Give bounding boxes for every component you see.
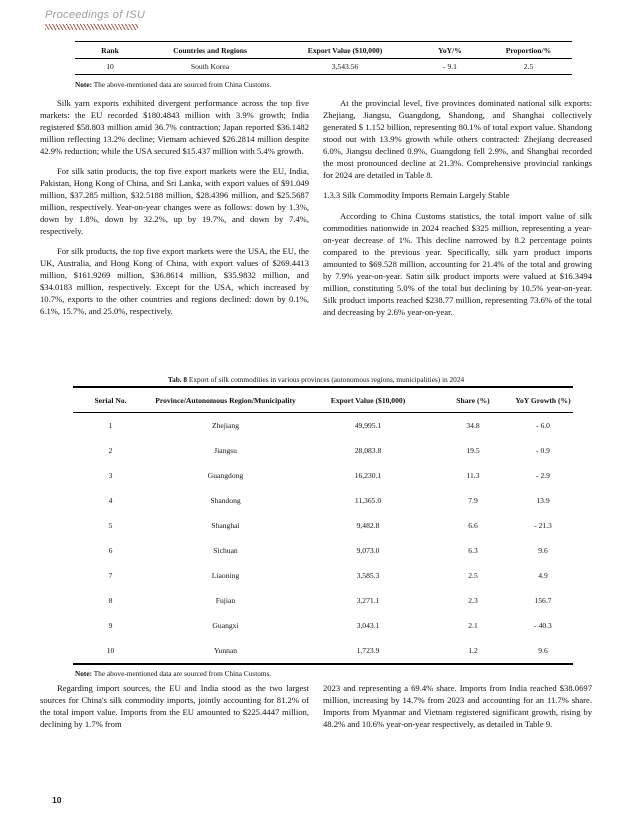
table-cell: 3,043.1: [356, 621, 380, 630]
table-cell: 6.6: [468, 521, 478, 530]
column-header-export-value: Export Value ($10,000): [307, 45, 383, 55]
table-cell: 7.9: [468, 496, 478, 505]
table-row: [75, 59, 572, 75]
table-cell: - 0.9: [536, 446, 550, 455]
right-text-column: [323, 97, 592, 373]
table-cell: 9,482.8: [356, 521, 380, 530]
table-cell: 1.2: [468, 646, 478, 655]
table-cell: 6.3: [468, 546, 478, 555]
table-note: [75, 669, 271, 678]
table-row: [73, 488, 573, 513]
table-cell: 11.3: [466, 471, 480, 480]
table-cell: 3: [108, 471, 113, 480]
export-markets-table: [75, 41, 572, 75]
table-cell: Shandong: [210, 496, 241, 505]
table-cell: 156.7: [534, 596, 552, 605]
right-text-column: [323, 682, 592, 738]
note-label: Note:: [75, 669, 93, 678]
table-cell: - 21.3: [534, 521, 552, 530]
table-cell: 2.3: [468, 596, 478, 605]
table-cell: 2.1: [468, 621, 478, 630]
table8-caption-text: Export of silk commodities in various provinces (autonomous regions, municipalities) in 2024: [187, 375, 465, 384]
table-cell: 5: [108, 521, 113, 530]
column-header-serial-no: Serial No.: [94, 395, 127, 405]
table-cell: 28,083.8: [354, 446, 382, 455]
table-row: [73, 638, 573, 664]
column-header-rank: Rank: [101, 45, 119, 55]
table8-caption: [40, 375, 592, 384]
table-row: [73, 613, 573, 638]
table-cell: 8: [108, 596, 113, 605]
table-cell: 34.8: [466, 421, 480, 430]
table-row: [73, 413, 573, 439]
table-cell: 3,543.56: [331, 62, 359, 71]
column-header-share: Share (%): [456, 395, 490, 405]
paragraph-import-sources-right: 2023 and representing a 69.4% share. Imports from India reached $38.0697 million, increasing by 14.7% from 2023 and accounting for an 11.7% share. Imports from Myanmar and Vietnam registered significant growth, rising by 48.2% and 10.6% year-on-year respectively, as detailed in Table 9.: [323, 683, 592, 729]
note-text: The above-mentioned data are sourced from China Customs.: [92, 669, 272, 678]
note-label: Note:: [75, 80, 93, 89]
table-header-row: [73, 387, 573, 413]
table-row: [73, 513, 573, 538]
body-text-columns: [40, 97, 592, 373]
left-text-column: [40, 97, 309, 373]
table-cell: 1: [108, 421, 113, 430]
paragraph-silk-satin-products: For silk satin products, the top five export markets were the EU, India, Pakistan, Hong Kong of China, and Sri Lanka, with export values of $91.049 million, $37.285 million, $32.5188 million, $28.4396 million, and $25.5687 million, respectively. Year-on-year changes were as follows: down by 1.3%, down by 1.8%, down by 32.2%, up by 19.7%, and down by 7.4%, respectively.: [40, 166, 309, 236]
table-cell: Zhejiang: [212, 421, 239, 430]
provinces-export-table: [73, 386, 573, 665]
column-header-export-value: Export Value ($10,000): [330, 395, 406, 405]
paragraph-silk-yarn-exports: Silk yarn exports exhibited divergent performance across the top five markets: the EU recorded $180.4843 million with 3.9% growth; India registered $58.803 million amid 36.7% contraction; Japan reported $36.1482 million reflecting 13.2% decline; Vietnam achieved $26.2814 million despite 42.9% reduction; while the USA secured $15.437 million with 5.4% growth.: [40, 98, 309, 156]
table-cell: 13.9: [536, 496, 550, 505]
table-cell: 9.6: [538, 646, 548, 655]
table-cell: Guangxi: [212, 621, 239, 630]
bottom-text-columns: [40, 682, 592, 738]
table-cell: 1,723.9: [356, 646, 380, 655]
table-cell: Sichuan: [213, 546, 238, 555]
table-cell: Jiangsu: [214, 446, 237, 455]
table-cell: - 40.3: [534, 621, 552, 630]
table-cell: 6: [108, 546, 113, 555]
table8-caption-label: Tab. 8: [167, 375, 188, 384]
column-header-proportion: Proportion/%: [505, 45, 552, 55]
note-text: The above-mentioned data are sourced from China Customs.: [92, 80, 272, 89]
table-cell: 49,995.1: [354, 421, 382, 430]
table-cell: 7: [108, 571, 113, 580]
column-header-countries: Countries and Regions: [173, 45, 247, 55]
table-cell: 4: [108, 496, 113, 505]
table-cell: - 6.0: [536, 421, 550, 430]
table-cell: Fujian: [215, 596, 236, 605]
column-header-yoy-growth: YoY Growth (%): [515, 395, 571, 405]
page-number: 10: [52, 795, 62, 805]
table-cell: 19.5: [466, 446, 480, 455]
table-cell: 2.5: [523, 62, 534, 71]
table-note: [75, 80, 271, 89]
brand-hatch-decoration: [45, 24, 138, 30]
section-heading-1-3-3: 1.3.3 Silk Commodity Imports Remain Largely Stable: [323, 190, 510, 200]
table-cell: Guangdong: [207, 471, 244, 480]
table-cell: South Korea: [190, 62, 230, 71]
table-header-row: [75, 42, 572, 59]
table-cell: 4.9: [538, 571, 548, 580]
table-cell: 9,073.0: [356, 546, 380, 555]
paragraph-import-sources-left: Regarding import sources, the EU and India stood as the two largest sources for China's silk commodity imports, jointly accounting for 81.2% of the total import value. Imports from the EU amounted to $225.4447 million, declining by 1.7% from: [40, 683, 309, 729]
table-cell: 9: [108, 621, 113, 630]
paragraph-silk-products: For silk products, the top five export markets were the USA, the EU, the UK, Australia, and Hong Kong of China, with export values of $269.4413 million, $161.9269 million, $36.8614 million, $35.9832 million, and $34.0183 million, respectively. Except for the USA, which increased by 10.7%, exports to the other countries and regions declined: down by 0.1%, 6.1%, 15.7%, and 25.0%, respectively.: [40, 246, 309, 316]
table-cell: 16,230.1: [354, 471, 382, 480]
table-cell: - 2.9: [536, 471, 550, 480]
column-header-yoy: YoY/%: [438, 45, 462, 55]
table-row: [73, 538, 573, 563]
table-cell: 2: [108, 446, 113, 455]
paragraph-provincial-level: At the provincial level, five provinces dominated national silk exports: Zhejiang, Jiangsu, Guangdong, Shandong, and Shanghai collectively generated $ 1.152 billion, representing 80.1% of total export value. Shandong stood out with 13.9% growth while others contracted: Zhejiang decreased 6.0%, Jiangsu declined 0.9%, Guangdong fell 2.9%, and Shanghai recorded the most pronounced decline at 21.3%. Comprehensive provincial rankings for 2024 are detailed in Table 8.: [323, 98, 592, 180]
table-cell: 3,585.3: [356, 571, 380, 580]
table-cell: 2.5: [468, 571, 478, 580]
table-cell: 11,365.0: [354, 496, 382, 505]
table-cell: Shanghai: [211, 521, 240, 530]
table-row: [73, 438, 573, 463]
table-cell: Liaoning: [211, 571, 240, 580]
table-cell: 10: [106, 62, 114, 71]
left-text-column: [40, 682, 309, 738]
table-cell: - 9.1: [443, 62, 457, 71]
table-cell: 9.6: [538, 546, 548, 555]
table-row: [73, 463, 573, 488]
table-row: [73, 588, 573, 613]
table-cell: Yunnan: [213, 646, 238, 655]
table-cell: 3,271.1: [356, 596, 380, 605]
column-header-province: Province/Autonomous Region/Municipality: [155, 395, 296, 405]
paragraph-imports-statistics: According to China Customs statistics, the total import value of silk commodities nationwide in 2024 reached $325 million, representing a year-on-year decrease of 1%. This decline narrowed by 8.2 percentage points compared to the previous year. Specifically, silk yarn product imports amounted to $69.528 million, accounting for 21.4% of the total and growing by 7.9% year-on-year. Satin silk product imports were valued at $16.3494 million, constituting 5.0% of the total but declining by 10.5% year-on-year. Silk product imports reached $238.77 million, representing 73.6% of the total and decreasing by 2.6% year-on-year.: [323, 211, 592, 317]
table-cell: 10: [106, 646, 115, 655]
table-row: [73, 563, 573, 588]
journal-brand: Proceedings of ISU: [45, 9, 146, 21]
